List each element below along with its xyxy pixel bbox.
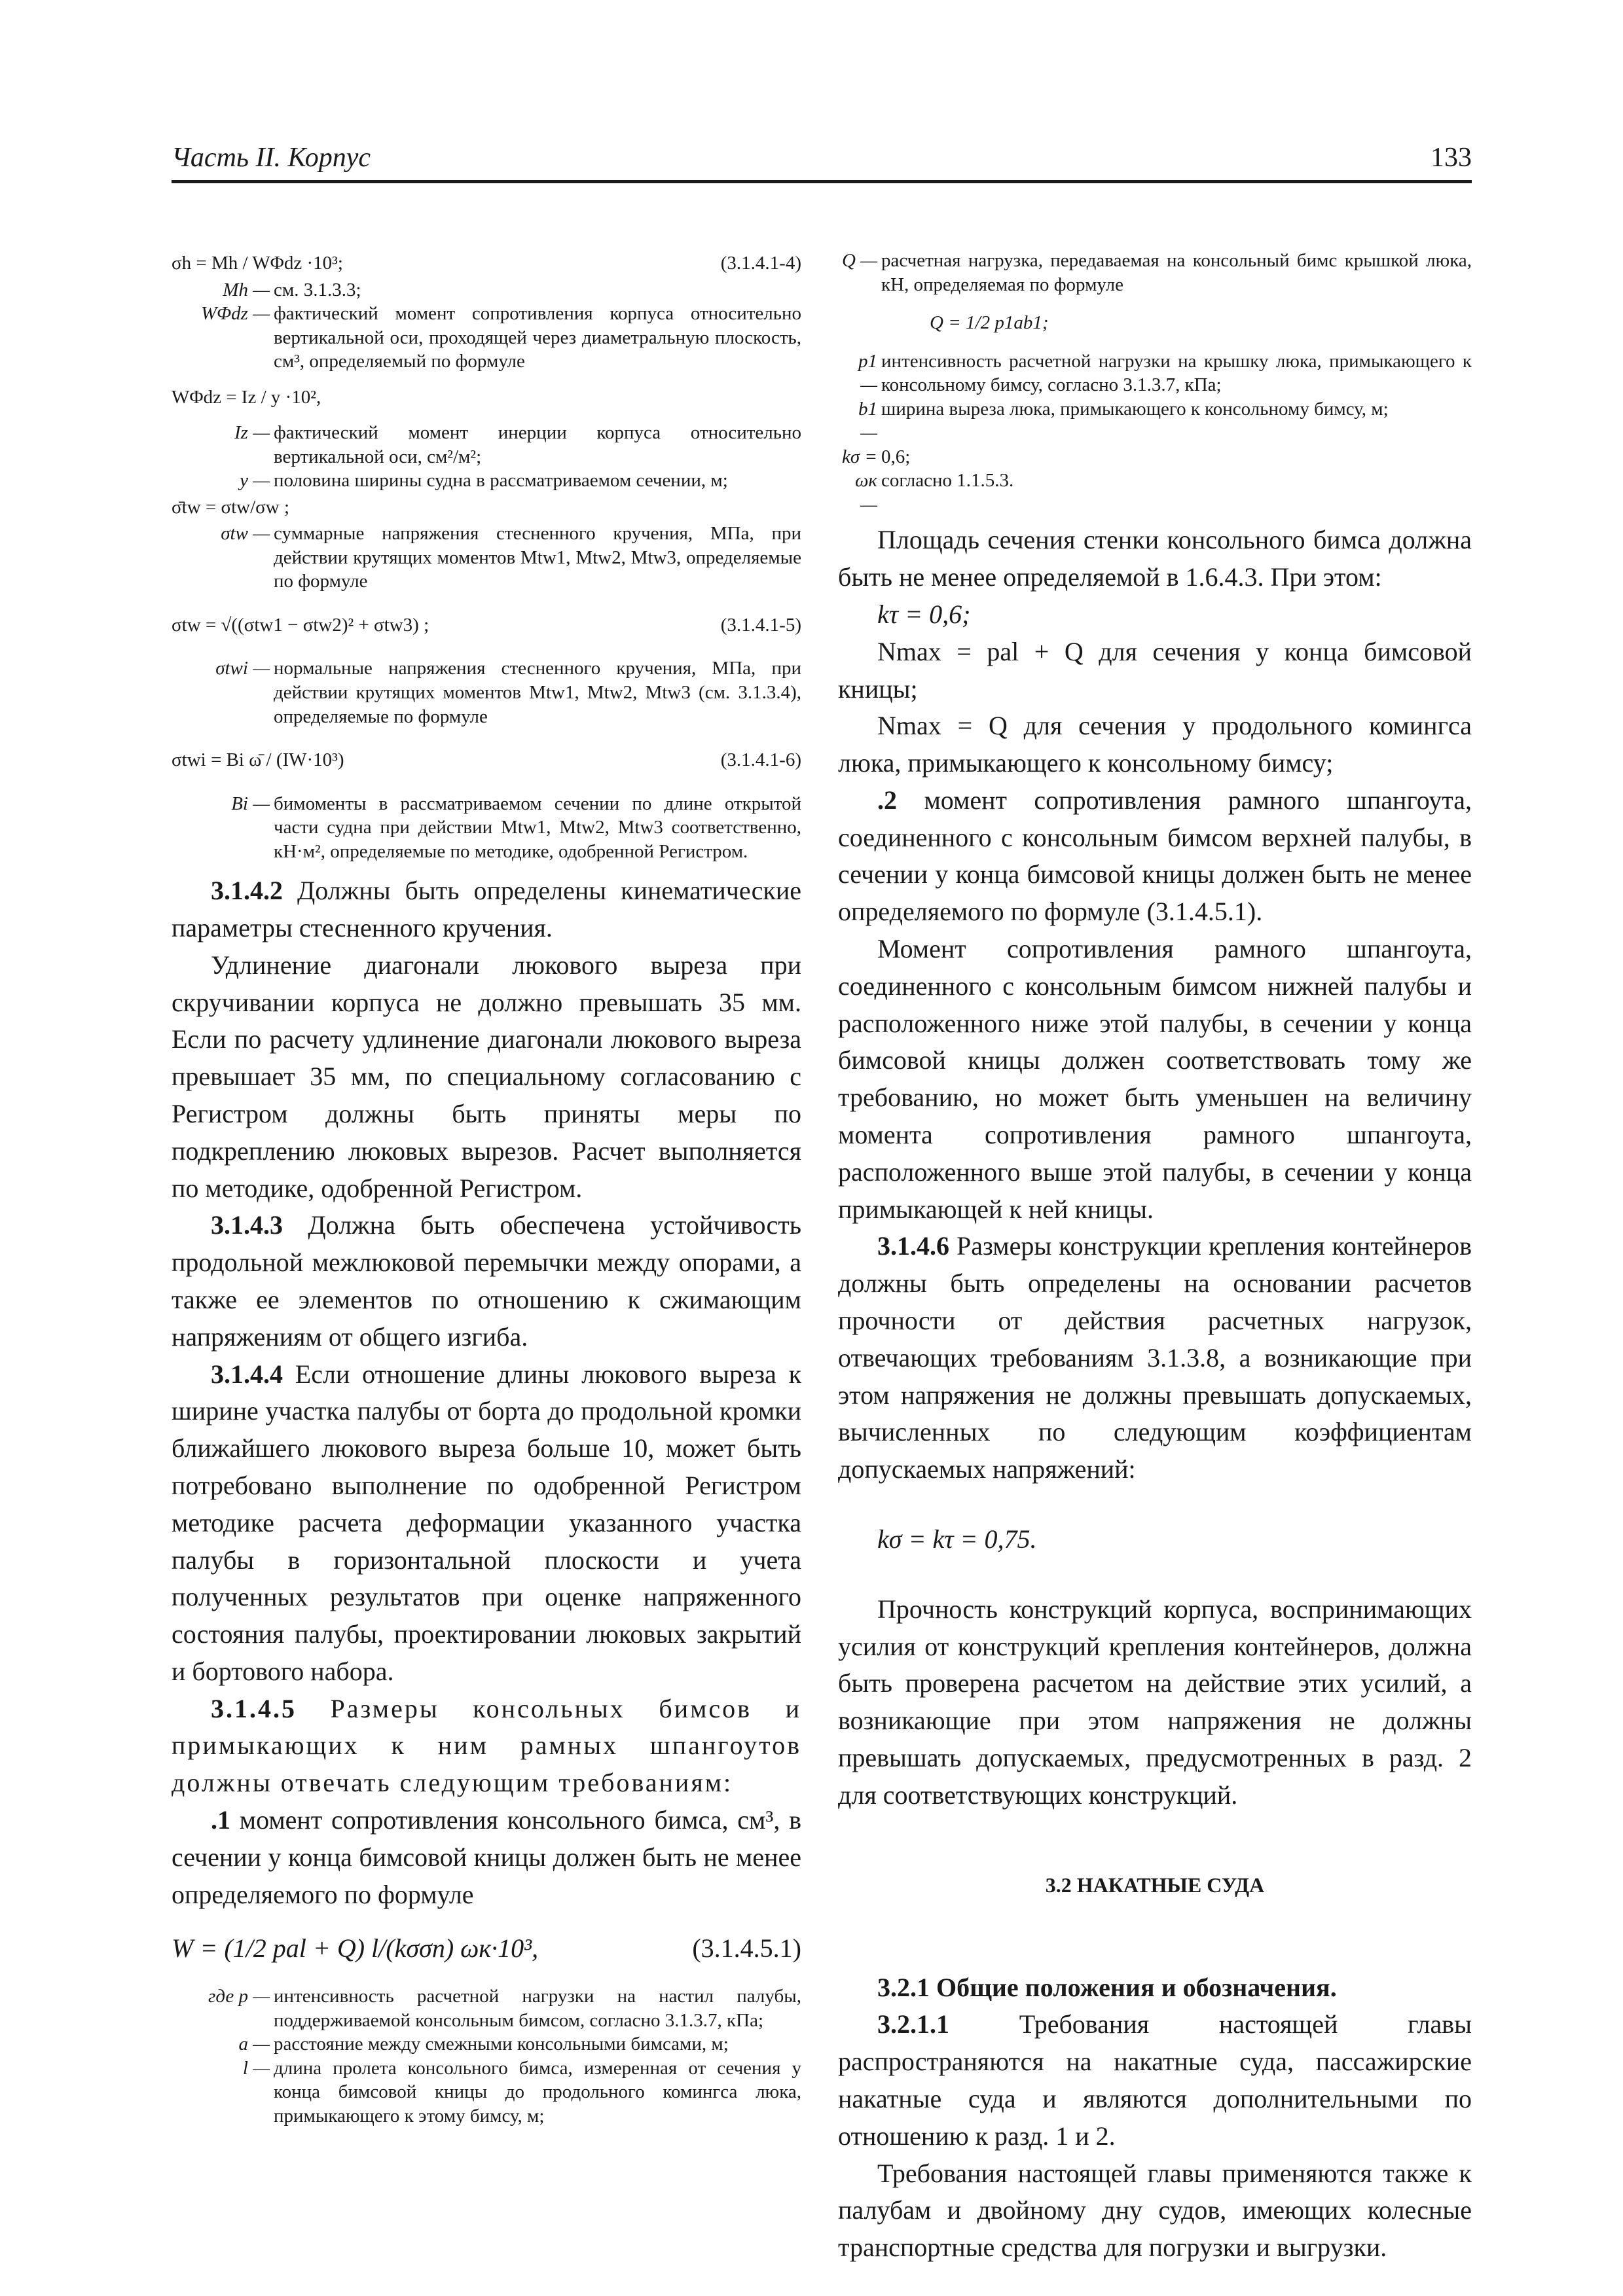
paragraph: Удлинение диагонали люкового выреза при скручивании корпуса не должно превышать 35 мм. Если по расчету удлинение диагонали люкового выреза превышает 35 мм, по специальному согласованию с Регистром должны быть приняты меры по подкреплению люковых вырезов. Расчет выполняется по методике, одобренной Регистром. xyxy=(172,950,801,1203)
formula-sigma-ratio: σ̄tw = σtw/σw ; xyxy=(172,496,290,518)
definitions xyxy=(838,249,1472,296)
formula: σh = Mh / WΦdz ·10³; xyxy=(172,253,343,274)
formula-label: (3.1.4.1-5) xyxy=(720,614,801,636)
definition: kσ = 0,6; xyxy=(842,446,911,467)
definition: Mh — см. 3.1.3.3; xyxy=(223,279,361,300)
page-header xyxy=(172,141,1472,183)
right-column xyxy=(838,249,1472,2267)
formula-label: (3.1.4.1-4) xyxy=(720,253,801,274)
paragraph: .1 момент сопротивления консольного бимса, см³, в сечении у конца бимсовой кницы должен быть не менее определяемого по формуле xyxy=(172,1805,802,1909)
subsection-title: 3.2.1 Общие положения и обозначения. xyxy=(877,1972,1337,2002)
definition: b1 — ширина выреза люка, примыкающего к консольному бимсу, м; xyxy=(858,398,1389,444)
paragraph: 3.1.4.5 Размеры консольных бимсов и примыкающих к ним рамных шпангоутов должны отвечать следующим требованиям: xyxy=(172,1693,801,1798)
paragraph: 3.1.4.6 Размеры конструкции крепления контейнеров должны быть определены на основании расчетов прочности от действия расчетных нагрузок, отвечающих требованиям 3.1.3.8, а возникающие при этом напряжения не должны превышать допускаемых, вычисленных по следующим коэффициентам допускаемых напряжений: xyxy=(838,1231,1472,1484)
paragraph: 3.1.4.4 Если отношение длины люкового выреза к ширине участка палубы от борта до продольной кромки ближайшего люкового выреза больше 10, может быть потребовано выполнение по одобренной Регистром методике расчета деформации указанного участка палубы в горизонтальной плоскости и учета полученных результатов при оценке напряженного состояния палубы, проектировании люковых закрытий и бортового набора. xyxy=(172,1359,802,1686)
definition: Bi — бимоменты в рассматриваемом сечении по длине открытой части судна при действии Mtw1, Mtw2, Mtw3 соответственно, кН·м², определяемые по методике, одобренной Регистром. xyxy=(231,793,801,862)
formula-3-1-4-1-5: σtw = √((σtw1 − σtw2)² + σtw3) ; (3.1.4.1-5) xyxy=(172,613,801,637)
paragraph: Прочность конструкций корпуса, воспринимающих усилия от конструкций крепления контейнеров, должна быть проверена расчетом на действие этих усилий, а возникающие при этом напряжения не должны превышать допускаемых, предусмотренных в разд. 2 для соответствующих конструкций. xyxy=(838,1594,1472,1810)
section-title: 3.2 НАКАТНЫЕ СУДА xyxy=(1045,1873,1265,1897)
definition: Q — расчетная нагрузка, передаваемая на консольный бимс крышкой люка, кН, определяемая по формуле xyxy=(842,250,1472,295)
paragraph: Требования настоящей главы применяются также к палубам и двойному дну судов, имеющих колесные транспортные средства для погрузки и выгрузки. xyxy=(838,2158,1472,2263)
definition: l — длина пролета консольного бимса, измеренная от сечения у конца бимсовой кницы до продольного комингса люка, примыкающего к этому бимсу, м; xyxy=(242,2057,801,2126)
definitions xyxy=(172,278,801,374)
paragraph: 3.1.4.2 Должны быть определены кинематические параметры стесненного кручения. xyxy=(172,876,801,942)
definition: p1 — интенсивность расчетной нагрузки на крышку люка, примыкающего к консольному бимсу, согласно 3.1.3.7, кПа; xyxy=(858,350,1472,396)
definition: σtwi — нормальные напряжения стесненного кручения, МПа, при действии крутящих моментов Mtw1, Mtw2, Mtw3 (см. 3.1.3.4), определяемые по формуле xyxy=(215,658,801,727)
definitions xyxy=(172,792,801,864)
definitions xyxy=(172,1984,801,2128)
formula-label: (3.1.4.1-6) xyxy=(720,749,801,771)
formula-3-1-4-1-6: σtwi = Bi ω̄ / (IW·10³) (3.1.4.1-6) xyxy=(172,748,801,772)
definitions xyxy=(172,421,801,493)
definition: y — половина ширины судна в рассматриваемом сечении, м; xyxy=(240,470,728,492)
definition: Iz — фактический момент инерции корпуса относительно вертикальной оси, см²/м²; xyxy=(234,422,801,467)
left-column xyxy=(172,249,801,2128)
definitions xyxy=(838,350,1472,517)
definition: σtw — суммарные напряжения стесненного кручения, МПа, при действии крутящих моментов Mtw1, Mtw2, Mtw3, определяемые по формуле xyxy=(221,523,801,592)
definition: где p — интенсивность расчетной нагрузки на настил палубы, поддерживаемой консольным бимсом, согласно 3.1.3.7, кПа; xyxy=(208,1986,801,2031)
formula-label: (3.1.4.5.1) xyxy=(692,1933,801,1964)
paragraph: Nmax = Q для сечения у продольного комингса люка, примыкающего к консольному бимсу; xyxy=(838,711,1472,778)
paragraph: Площадь сечения стенки консольного бимса должна быть не менее определяемой в 1.6.4.3. При этом: xyxy=(838,525,1472,592)
formula-k: kσ = kτ = 0,75. xyxy=(877,1524,1037,1554)
formula-3-1-4-1-4 xyxy=(172,251,801,276)
formula-3-1-4-5-1: W = (1/2 pal + Q) l/(kσσn) ωк·10³, (3.1.4.5.1) xyxy=(172,1930,801,1967)
definitions xyxy=(172,522,801,594)
formula-q: Q = 1/2 p1ab1; xyxy=(930,312,1049,334)
paragraph: Момент сопротивления рамного шпангоута, соединенного с консольным бимсом нижней палубы и расположенного ниже этой палубы, в сечении у конца бимсовой кницы должен соответствовать тому же требованию, но может быть уменьшен на величину момента сопротивления рамного шпангоута, расположенного выше этой палубы, в сечении у конца примыкающей к ней кницы. xyxy=(838,934,1472,1224)
paragraph: .2 момент сопротивления рамного шпангоута, соединенного с консольным бимсом верхней палубы, в сечении у конца бимсовой кницы должен быть не менее определяемого по формуле (3.1.4.5.1). xyxy=(838,785,1472,927)
definition: WΦdz — фактический момент сопротивления корпуса относительно вертикальной оси, проходящей через диаметральную плоскость, см³, определяемый по формуле xyxy=(200,303,801,372)
paragraph: 3.2.1.1 Требования настоящей главы распространяются на накатные суда, пассажирские накатные суда и являются дополнительными по отношению к разд. 1 и 2. xyxy=(838,2009,1472,2151)
definition: a — расстояние между смежными консольными бимсами, м; xyxy=(238,2034,729,2055)
running-title: Часть II. Корпус xyxy=(172,143,371,173)
paragraph: kτ = 0,6; xyxy=(877,599,971,629)
definitions xyxy=(172,656,801,728)
paragraph: 3.1.4.3 Должна быть обеспечена устойчивость продольной межлюковой перемычки между опорами, а также ее элементов по отношению к сжимающим напряжениям от общего изгиба. xyxy=(172,1210,801,1352)
page-number: 133 xyxy=(1431,143,1472,173)
definition: ωк — согласно 1.1.5.3. xyxy=(854,470,1014,515)
paragraph: Nmax = pal + Q для сечения у конца бимсовой кницы; xyxy=(838,636,1472,704)
formula-wdz: WΦdz = Iz / y ·10², xyxy=(172,386,321,408)
